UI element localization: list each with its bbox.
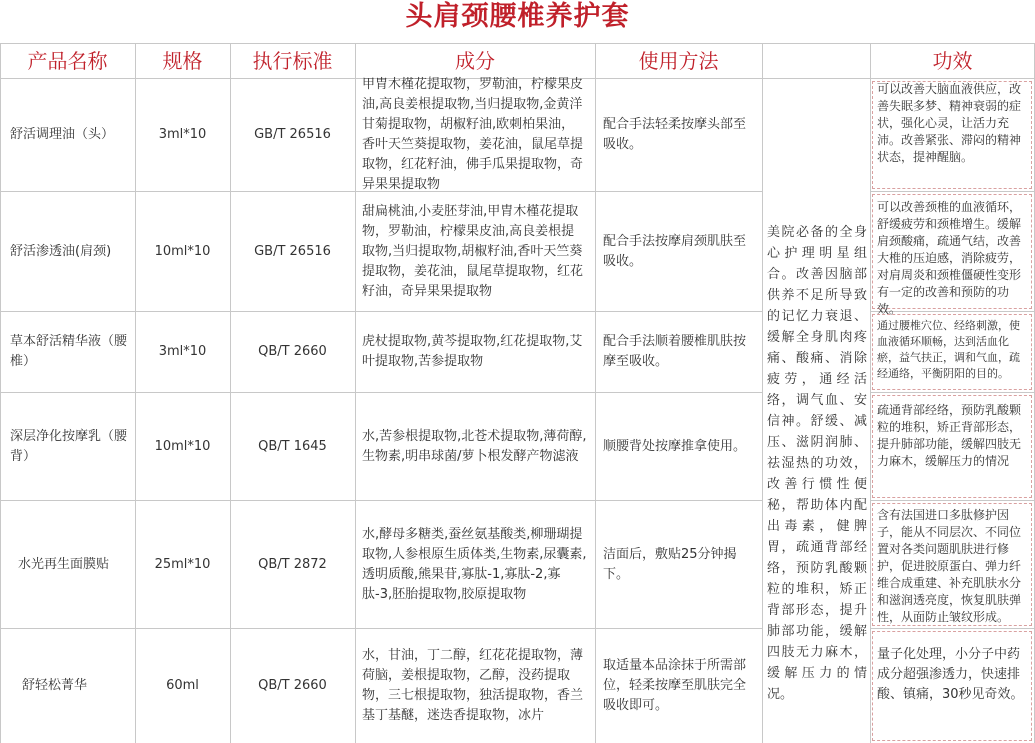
product-name: 舒轻松菁华 [22,678,88,693]
product-standard: GB/T 26516 [254,243,331,259]
product-name: 舒活渗透油(肩颈) [10,243,112,259]
product-spec: 60ml [166,678,199,693]
row-divider [870,392,1035,393]
product-ingredients: 水,苦参根提取物,北苍术提取物,薄荷醇,生物素,明串球菌/萝卜根发酵产物滤液 [362,428,587,464]
product-ingredients: 甲胄木槿花提取物，罗勒油，柠檬果皮油,高良姜根提取物,当归提取物,金黄洋甘菊提取物，胡椒籽油,欧刺柏果油，香叶天竺葵提取物，姜花油，鼠尾草提取物，红花籽油，佛手瓜果提取物，奇异果果提取物 [362,77,584,192]
product-ingredients: 水，甘油，丁二醇，红花花提取物，薄荷脑，姜根提取物，乙醇，没药提取物，三七根提取物，独活提取物，香兰基丁基醚，迷迭香提取物，冰片 [362,648,584,723]
product-standard: QB/T 2660 [258,344,327,359]
product-usage: 顺腰背处按摩推拿使用。 [603,438,747,454]
product-spec: 25ml*10 [154,556,211,572]
product-spec: 10ml*10 [154,243,211,259]
product-ingredients: 虎杖提取物,黄芩提取物,红花提取物,艾叶提取物,苦参提取物 [362,334,583,369]
product-standard: QB/T 2660 [258,678,327,693]
product-spec: 3ml*10 [158,344,207,359]
product-name: 水光再生面膜贴 [18,556,110,572]
col-divider [762,43,763,743]
product-effect: 疏通背部经络，预防乳酸颗粒的堆积，矫正背部形态，提升肺部功能，缓解四肢无力麻木，缓解压力的情况 [877,403,1022,468]
product-usage: 洁面后，敷贴25分钟揭下。 [603,546,737,582]
product-usage: 配合手法轻柔按摩头部至吸收。 [603,117,747,152]
product-standard: GB/T 26516 [254,127,331,142]
header-name: 产品名称 [27,49,108,73]
product-effect: 通过腰椎穴位、经络刺激，使血液循环顺畅，达到活血化瘀，益气扶正，调和气血，疏经通络，平衡阴阳的目的。 [877,319,1020,380]
product-spec: 10ml*10 [154,438,211,454]
product-effect: 可以改善大脑血液供应，改善失眠多梦、精神衰弱的症状，强化心灵，让活力充沛。改善紧张、滞闷的精神状态，提神醒脑。 [877,82,1022,164]
header-effect: 功效 [932,49,973,73]
product-ingredients: 水,酵母多糖类,蚕丝氨基酸类,柳珊瑚提取物,人参根原生质体类,生物素,尿囊素,透明质酸,熊果苷,寡肽-1,寡肽-2,寡肽-3,胚胎提取物,胶原提取物 [362,526,587,602]
header-spec: 规格 [162,49,203,73]
table-border-top [0,43,1035,44]
row-divider [870,628,1035,629]
product-standard: QB/T 1645 [258,438,327,454]
product-name: 舒活调理油（头） [10,127,115,142]
col-divider [870,43,871,743]
product-effect: 可以改善颈椎的血液循环，舒缓疲劳和颈椎增生。缓解肩颈酸痛，疏通气结，改善大椎的压迫感，消除疲劳，对肩周炎和颈椎僵硬性变形有一定的改善和预防的功效。 [877,200,1022,316]
product-usage: 配合手法顺着腰椎肌肤按摩至吸收。 [603,334,747,369]
product-usage: 取适量本品涂抹于所需部位，轻柔按摩至肌肤完全吸收即可。 [603,658,747,713]
col-divider [355,43,356,743]
product-name: 草本舒活精华液（腰椎） [10,334,128,369]
row-divider [870,191,1035,192]
header-ingredients: 成分 [455,49,495,73]
product-effect: 含有法国进口多肽修护因子，能从不同层次、不同位置对各类问题肌肤进行修护，促进胶原蛋白、弹力纤维合成重建、补充肌肤水分和滋润透亮度，恢复肌肤弹性，从面防止皱纹形成。 [877,508,1022,624]
col-divider [595,43,596,743]
merged-effect-summary: 美院必备的全身心护理明星组合。改善因脑部供养不足所导致的记忆力衰退、缓解全身肌肉疼痛、酸痛、消除疲劳，通经活络，调气血、安信神。舒缓、减压、滋阴润肺、祛湿热的功效，改善行惯性便秘，帮助体内配出毒素，健脾胃，疏通背部经络，预防乳酸颗粒的堆积，矫正背部形态，提升肺部功能，缓解四肢无力麻木，缓解压力的情况。 [767,225,867,702]
product-spec: 3ml*10 [158,127,207,142]
product-ingredients: 甜扁桃油,小麦胚芽油,甲胄木槿花提取物，罗勒油，柠檬果皮油,高良姜根提取物,当归提取物,胡椒籽油,香叶天竺葵提取物，姜花油，鼠尾草提取物，红花籽油，奇异果果提取物 [362,203,584,299]
product-usage: 配合手法按摩肩颈肌肤至吸收。 [603,233,747,269]
header-usage: 使用方法 [638,49,719,73]
product-effect: 量子化处理，小分子中药成分超强渗透力，快速排酸、镇痛，30秒见奇效。 [877,647,1024,702]
product-name: 深层净化按摩乳（腰背） [10,428,128,464]
header-standard: 执行标准 [252,49,333,73]
page-title: 头肩颈腰椎养护套 [405,1,630,32]
row-divider [870,500,1035,501]
product-standard: QB/T 2872 [258,556,327,572]
